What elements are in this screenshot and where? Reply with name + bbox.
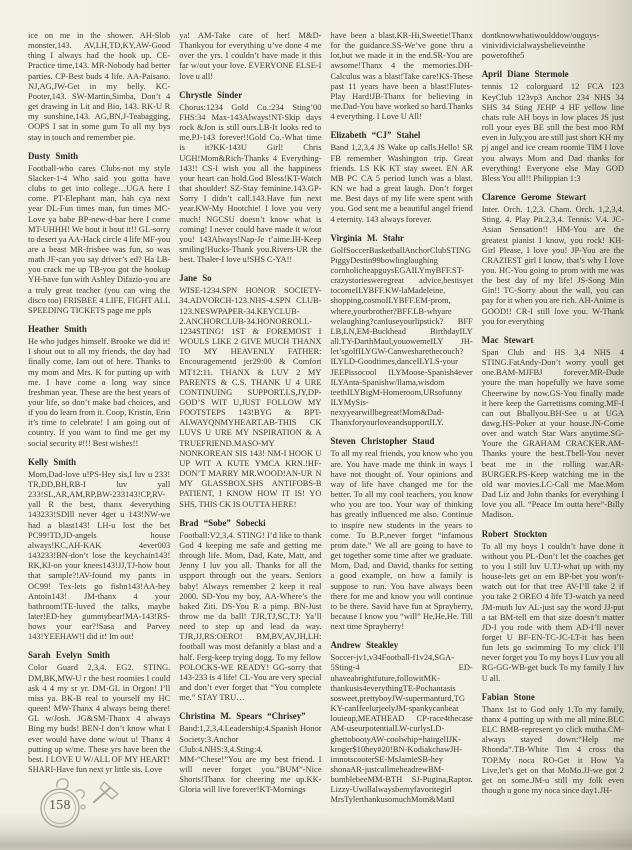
message-entry	[28, 30, 170, 142]
message-entry	[179, 518, 321, 703]
entry-name: Elizabeth “CJ” Stahel	[330, 130, 421, 141]
entry-text: To all my boys I couldn’t have done it without you PL-Don’t let the coaches get to you I still luv U.TJ-what up with my house-lets get on em BP-bet you won’t-watch out for that tree AV-I’ll take 2 if you take 2 OREO 4 life TJ-watch ya need JM-muth luv AL-just say the word JJ-put a tat BM-tell em that size doesn’t matter JD-I you rode with them AD-I’ll never forget U BF-EN-TC-JC-LT-it has been fun lets go swimming To my click I’ll never forget you To my boys I Luv you all RG-GG-WB-get buck To my family I luv U all.	[481, 540, 624, 683]
message-entry	[331, 640, 473, 804]
entry-text: GolfSoccerBasketballAnchorClubSTING PiggyDestin99bowlinglaughing cornholicheapguysEGAILYmyBFF.ST-crazystoriesweregreat advice,bestisyet tocomeILYBFF.KW-laMadeleine, shopping,cosmoILYBFF.EM-prom, where,yourbrother?BFF.LB-whyare welaughing?canIuseyourlipstick? BFF LB,LN,EM-Buckhead BirthdayILY all.TY-DarthMaul,youowemeILY JH-let’sgolfILYGW-Canwesharethecouch? ILYLD-Goodtimes,danceILYLS-your JEEPissocool ILYMoose-Spanish4ever ILYAnta-Spanishw/llama,wisdom teethILYBigM-Homeroom,URsofunny ILYMySis-nexyyearwillbegreat!Mom&Dad-ThanxforyourloveandsupportILY.	[330, 244, 473, 428]
entry-name: April Diane Stermole	[481, 69, 569, 80]
entry-name: Mac Stewart	[481, 334, 534, 345]
entry-text: Chorus:1234 Gold Co.:234 Sting’00 FHS:34 Max-143Always!NT-Skip days rock &Jon is still ours.LB-It looks red to me.PJ-143 forever!!Gold Co.-What time is it?KK-143U Girl! Chris UGH!Mom&Rich-Thanks 4 Everything-143!! CS-I wish you all the happiness your heart can hold.God Bless!KT-Watch that shoulder! SZ-Stay feminine.143.GP-Sorry I didn’t call.143.Have fun next year.KW-My Hootchie! I love you very much! NGCSU doesn’t know what is coming! I never could have made it w/out you! 143Always!Nap-Je t’aime.IH-Keep smiling!Hucks-Thank you.Rivers-UR the best. Thaler-I love u!SHS C-YA!!	[179, 101, 322, 265]
entry-name: Heather Smith	[28, 324, 87, 335]
entry-text: Thanx 1st to God only 1.To my family, thanx 4 putting up with me all mine.BLC ELC BMB-represent yo click mutha.CM-always stayed down:“Help me Rhonda”.TB-White Tim 4 cross tha TOP.My noca RO-Get it How Ya Live,let’s get on that MoMo.JJ-we got 2 get on some.JM-u still my folk even though u gone my noca since day1.JH-	[481, 703, 624, 795]
entry-name: Fabian Stone	[481, 691, 535, 702]
entry-text: dontknowwhatiwoulddow/ouguys-vinividivicialwaysbelieveinthe powerofthe5	[481, 30, 600, 61]
message-entry	[482, 30, 624, 60]
message-entry	[179, 30, 321, 81]
entry-name: Kelly Smith	[28, 456, 77, 467]
entry-text: Football-who cares Clubs-not my style Slacker-1-4 Who said you gotta have clubs to get into college…UGA here I come. PT-Elephant man, hah cya next year DL-Fun times man, fun times MC-Love ya babe BP-new-d-bar here I come MT-UHHH! We bout it bout it!! GL-sorry to desert ya AA-Hack circle 4 life MF-you are a beast MR-frisbee was fun, so was math JF-can you say driver’s ed? Ha LB-you crack me up TB-you got the hookup YH-have fun with Ashley Difazio-you are a truly great teacher (you can wing the disco too) FRISBEE 4 LIFE, FIGHT ALL SPEEDING TICKETS page me ppls	[28, 162, 171, 315]
entry-text: He who judges himself. Brooke we did it! I shout out to all my friends, the day had finally come, Iam out of here. Thanks to my mom and Mrs. K for putting up with me. I have come a long way since freshman year. These are the best years of your life, so don’t make bad choices, and if you do learn from it. Coop, Kristin, Erin it’s time to celebrate! I am going out of country. If you want to find me get my social security #!!! Best wishes!!	[28, 336, 171, 448]
entry-name: Chrystle Sinder	[179, 89, 243, 100]
entry-name: Christina M. Spears “Chrisey”	[179, 711, 306, 722]
message-entry	[482, 335, 624, 520]
entry-name: Dusty Smith	[28, 150, 79, 161]
message-entry	[331, 436, 473, 631]
entry-name: Virginia M. Stahr	[330, 232, 404, 243]
entry-text: Color Guard 2,3,4. EG2. STING. DM,BK,MW-U r the best roomies I could ask 4 4 my sr yr. DM-GL in Orgon! I’ll miss ya. BK-B real to yourself my HC queen! MW-Thanx 4 always being there! GL w/Josh. JG&SM-Thanx 4 always Bing my buds! BEN-I don’t know what I ever would have done w/out u! Thanx 4 putting up w/me. These yrs have been the best. I LOVE U W/ALL OF MY HEART! SHARI-Have fun next yr little sis. Love	[28, 662, 171, 774]
message-entry	[28, 151, 170, 315]
text-column-3	[331, 30, 473, 805]
page-number: 158	[49, 797, 71, 812]
message-entry	[28, 324, 170, 448]
message-entry	[28, 457, 170, 642]
entry-text: Band:1,2,3,4.Leadership:4.Spanish Honor Society:3.Anchor Club:4.NHS:3,4.Sting:4. MM-“Chese!”You are my best friend. I will never forget you.”BUM”-Nice Shorts!Thanx for cheering me up.KK-Gloria will live forever!KT-Mornings	[179, 723, 322, 795]
entry-name: Sarah Evelyn Smith	[28, 650, 110, 661]
entry-name: Steven Christopher Staud	[330, 436, 435, 447]
message-entry	[331, 233, 473, 428]
text-column-4	[482, 30, 624, 805]
entry-text: ice on me in the shower. AH-Slob monster,143. AV,LH,TD,KY,AW-Good thing I always had the hook up. CE-Practice time,143. MR-Nobody had better parties. CP-Best buds 4 life. AA-Paisano. NJ,AG,JW-Get in my belly. KC-Pooter,143. SW-Martin,Simba, Don’t 4 get drawing in Lit and Bio, 143. RK-U R my sunshine,143. AG,BN,J-Teabagging, OOPS I sat in some gum To all my bys stay in touch and remember pie.	[28, 30, 171, 142]
entry-text: Span Club and HS 3,4 NHS 4 STING.FatAndy-Don’t worry youll get one.BAM-MJFBJ forever.MR-Dude youre the man hopefully we have some Cheerwine by now.GS-You finally made it here keep the Garrettisms coming.MF-I can out Bballyou.BH-See u at UGA dawg.HS-Poker at your house.JN-Come over and watch Star Wars anytime.SG-Youre the GRAHAM CRACKER.AM-Thanks youre the best.Tbell-You never beat me in the rolling war.AR-BURGER.PS-Keep watching me in the old war movies.LC-Call me Mae.Mom Dad Liz and John thanks for everything I love you all. “Peace Im outta here”-Billy Madison.	[481, 346, 624, 520]
text-column-2	[179, 30, 321, 805]
message-entry	[28, 650, 170, 774]
entry-text: ya! AM-Take care of her! M&D-Thankyou for everything u’ve done 4 me over the yrs. I couldn’t have made it this far w/out your love. EVERYONE ELSE-I love u all!	[179, 30, 322, 81]
entry-text: Inter. Orch. 1,2,3. Cham. Orch. 1,2,3,4. Sting. 4. Play Pit.2,3,4. Tennis: V.4. JC-Asian Sensation!! HM-You are the greatest pianist I know, you rock! KH-Girl Please, I love you! JP-You are the CRAZIEST girl I know, that’s why I love you. HC-You going to prom with me was the best day of my life! JS-Song Min Gin!! TC-Sorry about the wall, you can pay for it when you are rich. AH-Anime is GOOD!! CR-I still love you. W-Thank you for everything	[481, 204, 624, 326]
entry-name: Clarence Gerome Stewart	[481, 192, 586, 203]
entry-name: Brad “Sobe” Sobecki	[179, 517, 266, 528]
text-column-1	[28, 30, 170, 805]
entry-name: Robert Stockton	[481, 528, 548, 539]
entry-text: Soccer-jv1,v34Football-f1v24,SGA-5Sting-4 ED-uhaveabrightfuture,followitMK-thankusis4everythingTE-Pochantasis sosweet,prettyboyJW-supermanturd,TG KY-canIfeelurjeelyJM-spankycanbeat louieup,MEATHEAD CP-race4thecase AM-useurpotentialLW-curlysLD-ghettobootyAW-coolwhip=hairgelIJK-kroger$10hey#20!BN-KodiakchawJH-imnotscooterSE-MsJamieSB-hey shonaAR-justcallmeheadrewBM-bumblebeeMM-BTH SJ-Pugina,Raptor. Lizzy-Uwillalwaysbemyfavoritegirl MrsTylerthankusomuchMom&MattI	[330, 652, 473, 805]
entry-name: Jane So	[179, 273, 212, 284]
page-number-badge	[28, 770, 138, 840]
entry-name: Andrew Steakley	[330, 640, 399, 651]
entry-text: Band 1,2,3,4 JS Wake up calls.Hello! SR FB remember Washington trip. Great friends. LS KK KT stay sweet. EN AR MB PC CA 5 period lunch was a blast. KN we had a great laugh. Don’t forget me. Best days of my life were spent with you. God sent me a beautiful angel friend 4 eternity. 143 always forever.	[330, 142, 473, 224]
message-entry	[482, 692, 624, 795]
message-entry	[482, 69, 624, 183]
entry-text: Football:V2,3,4. STING! I’d like to thank God 4 keeping me safe and getting me through life. Mom, Dad, Kate, Matt, and Jenny I luv you all. Thanks for all the uspport through out the years. Seniors baby! Always remember 2 keep it real 2000. SD-You my boy, AA-Where’s the baked Ziti. DS-You R a pimp. BN-Just throw me da ball! TJR,TJ,SC,TJ: Ya’ll need to step up and lead da way. TJR,JJ,RS:OERO! BM,BV,AV,JH,LH: football was most defanitly a blast and a half. Ferg-keep trying dogg. To my fellow POLOCKS-WE READY! GG-sorry that 143-233 is 4 life! CL-You are very special and don’t ever forget that “You complete me.” STAY TRU…	[179, 529, 322, 703]
message-entry	[179, 273, 321, 508]
message-entry	[482, 529, 624, 683]
message-entry	[179, 90, 321, 265]
entry-text: tennis 12 colorguard 12 FCA 123 KeyClub 123vp3 Anchor 234 NHS 34 SHS 34 Sting JEHP 4 HF yellow line chats rule AH boys in low places JS just roll your eyes BE still the best moo RM even in July,you are still just short KH my pj angel and ice cream roomie TIM I love you always Mom and Dad thanks for everything! Everyone else May GOD Bless You all!! Philippian 1:3	[481, 81, 624, 183]
message-entry	[482, 192, 624, 326]
message-entry	[331, 130, 473, 223]
message-entry	[331, 30, 473, 121]
message-entry	[179, 711, 321, 794]
entry-text: To all my real friends, you know who you are. You have made me think in ways I have not thought of. Your opinions and way of life have changed me for the better. To all my cool teachers, you know who you are too. Your way of thinking has greatly influenced me also. Continue to inspire new students in the years to come. To B.P.,never forget “infamous prom date.” We all are going to have to get together some time after we graduate. Mom, Dad, and David, thanks for setting a good example, on how a family is suppose to run. You have always been there for me and know you will continue to be there. Savid have fun at Sprayberry, because I know you “will” He,He,He. Till next time Sprayberry!	[330, 448, 473, 632]
entry-text: have been a blast.KR-Hi,Sweetie!Thanx for the guidance.SS-We’ve gone thru a lot,but we made it in the end.SR-You are awsome!Thanx 4 the memories.DH-Calculus was a blast!Take care!KS-These past 11 years have been a blast!Flutes-Play Hard!JB-Thanx for believing in me.Dad-You have worked so hard.Thanks 4 everything. I Love U All!	[330, 30, 473, 122]
messages-columns	[28, 30, 624, 805]
entry-text: WISE-1234.SPN HONOR SOCIETY-34.ADVORCH-123.NHS-4.SPN CLUB-123.NESWPAPER-34.KEYCLUB-2.ANCHORCLUB-34.HONORROLL-1234STING! 1ST & FOREMOST I WOULS LIKE 2 GIVE MUCH THANX TO MY HEAVENLY FATHER: Encouragementd jer29:00 & Comfort MT12:11. THANX & LUV 2 MY PARENTS & C.S. THANK U 4 URE CONTINUING SUPPORT.LS,JY,DP-GOD’S WIT U,JUST FOLLOW MY FOOTSTEPS 143!BYG & BPT-ALWAYQNMYHEART.AB-THIS CK LUVS U URE MY NSPIRATION & A TRUEFRIEND.MASO-MY NONKOREAN SIS 143! NM-I HOOK U UP WIT A KUTE YMCA KRN.!HF-DON’T MARRY MR.WOOD!AN-UR N MY GLASSBOX.SHS ANTIFOBS-B PATIENT, I KNOW HOW IT IS! YO SHS, THIS CK IS OUTTA HERE!	[179, 285, 322, 509]
entry-text: Mom,Dad-love u!PS-Hey sis,I luv u 233! TR,DD,BH,RB-I luv yall 233!SL,AR,AM,RP,BW-233143!CP,RV-yall R the best, thanx 4everything 143233!SDIll never 4get u 143!NW-we had a blast143! LH-u lost the bet PC99!TD,JD-angels house always!KC,AH-KAK 4ever003 143233!BN-don’t lose the keychain143! RK,KI-on your knees143!JJ,TJ-how bout that sample?!AV-found my pants in OC99! Tex-lets go fishn143!AA-hey Antoin143! JM-thanx 4 your bathroom!TE-luved the talks, maybe later!ED-hey gummybear!MA-143!RS-hows your ear?!Sasa and Parvey 143!YEEHAW!I did it! Im out!	[28, 468, 171, 642]
